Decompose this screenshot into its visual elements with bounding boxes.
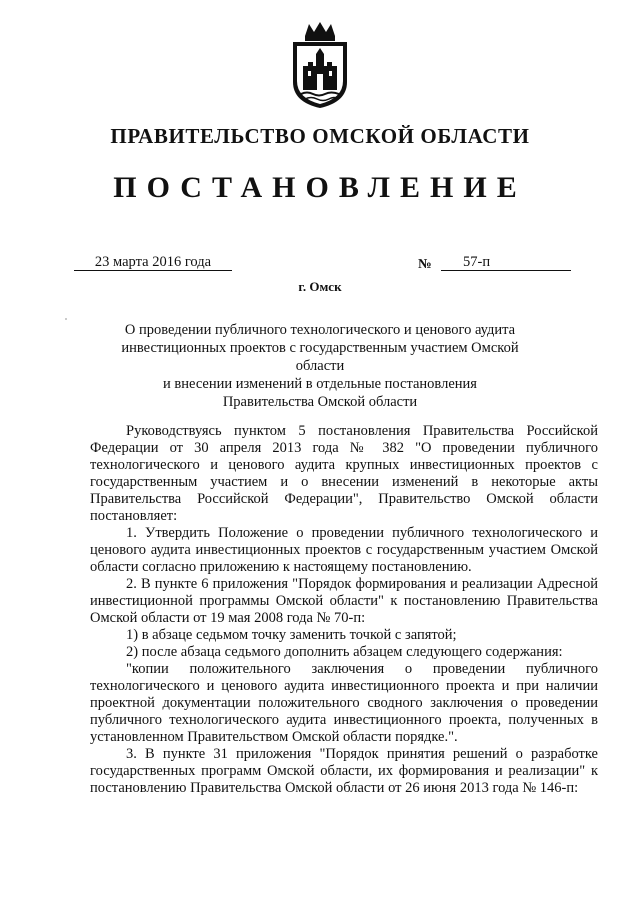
subject-line: и внесении изменений в отдельные постановления	[163, 376, 477, 392]
clause-1-paragraph: 1. Утвердить Положение о проведении публичного технологического и ценового аудита инвестиционных проектов с государственным участием Омской области согласно приложению к настоящему постановлению.	[90, 525, 598, 575]
government-title: ПРАВИТЕЛЬСТВО ОМСКОЙ ОБЛАСТИ	[110, 124, 530, 148]
clause-2-subitem-2: 2) после абзаца седьмого дополнить абзацем следующего содержания:	[126, 644, 563, 660]
document-city: г. Омск	[298, 279, 342, 294]
subject-line: инвестиционных проектов с государственным участием Омской области	[121, 340, 519, 374]
document-date: 23 марта 2016 года	[74, 254, 232, 271]
document-number: 57-п	[441, 254, 571, 271]
preamble-paragraph: Руководствуясь пунктом 5 постановления Правительства Российской Федерации от 30 апреля 2013 года № 382 "О проведении публичного технологического и ценового аудита крупных инвестиционных проектов с государственным участием и о внесении изменений в некоторые акты Правительства Российской Федерации", Правительство Омской области постановляет:	[90, 423, 598, 524]
subject-line: О проведении публичного технологического и ценового аудита	[124, 322, 516, 338]
clause-2-subitem-1: 1) в абзаце седьмом точку заменить точкой с запятой;	[126, 627, 457, 643]
number-sign: №	[418, 256, 432, 271]
clause-2-paragraph: 2. В пункте 6 приложения "Порядок формирования и реализации Адресной инвестиционной программы Омской области" к постановлению Правительства Омской области от 19 мая 2008 года № 70-п:	[90, 576, 598, 626]
subject-line: Правительства Омской области	[222, 394, 418, 410]
document-subject	[100, 321, 540, 411]
scan-speck	[65, 318, 67, 320]
omsk-coat-of-arms-icon	[287, 20, 353, 110]
document-body	[90, 423, 598, 797]
document-type-title: ПОСТАНОВЛЕНИЕ	[113, 171, 527, 204]
clause-3-paragraph: 3. В пункте 31 приложения "Порядок принятия решений о разработке государственных программ Омской области, их формирования и реализации" к постановлению Правительства Омской области от 26 июня 2013 года № 146-п:	[90, 746, 598, 796]
inserted-text-paragraph: "копии положительного заключения о проведении публичного технологического и ценового аудита инвестиционного проекта и при наличии проектной документации положительного сводного заключения о проведении публичного технологического аудита инвестиционного проекта, полученных в установленном Правительством Омской области порядке.".	[90, 661, 598, 745]
